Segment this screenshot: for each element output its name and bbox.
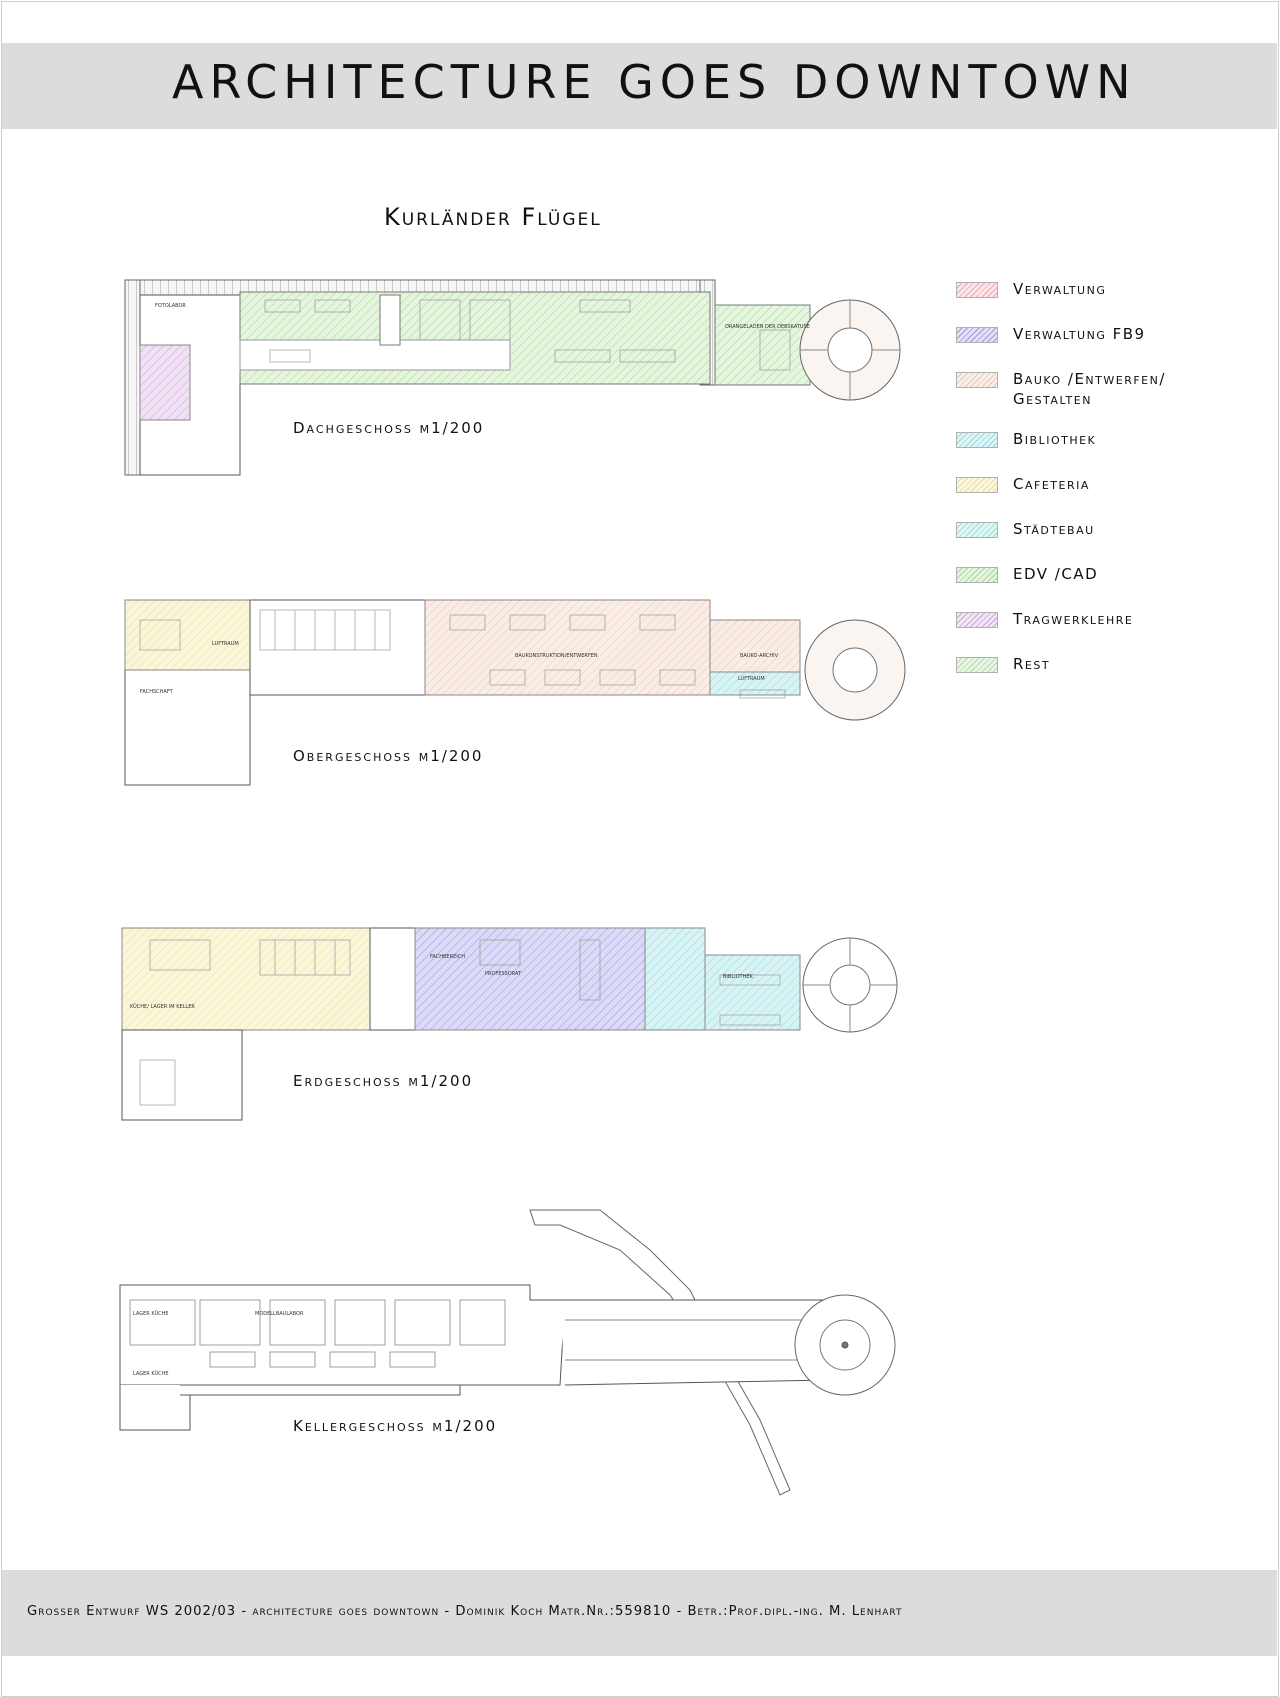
legend-item-verwaltung-fb9: [956, 321, 1256, 361]
kellergeschoss-plan: [120, 1210, 895, 1495]
legend-label: Städtebau: [1013, 520, 1095, 538]
erdgeschoss-plan: [122, 928, 897, 1120]
legend-swatch: [956, 657, 998, 673]
legend-item-bauko: [956, 366, 1256, 406]
room-label-luftraum-2: LUFTRAUM: [738, 676, 765, 682]
footer-credits: Grosser Entwurf WS 2002/03 - architecture goes downtown - Dominik Koch Matr.Nr.:559810 - Betr.:Prof.dipl.-ing. M. Lenhart: [27, 1604, 903, 1619]
floor-label-dachgeschoss: Dachgeschoss m1/200: [293, 419, 485, 437]
legend-swatch: [956, 372, 998, 388]
legend-swatch: [956, 567, 998, 583]
room-label-fachschaft: FACHSCHAFT: [140, 689, 173, 695]
section-title: Kurländer Flügel: [384, 203, 602, 231]
room-label-baukonstruktion: BAUKONSTRUKTION/ENTWERFEN: [515, 653, 598, 659]
legend-label: Cafeteria: [1013, 475, 1090, 493]
room-label-fachbereich: FACHBEREICH: [430, 954, 465, 960]
obergeschoss-plan: [125, 600, 905, 785]
legend-item-cafeteria: [956, 471, 1256, 511]
legend-label: Verwaltung FB9: [1013, 325, 1146, 343]
dachgeschoss-plan: [125, 280, 900, 475]
room-label-bibliothek: BIBLIOTHEK: [723, 974, 753, 980]
legend-label: Tragwerklehre: [1013, 610, 1134, 628]
room-label-luftraum: LUFTRAUM: [212, 641, 239, 647]
legend-swatch: [956, 477, 998, 493]
legend-swatch: [956, 612, 998, 628]
legend-item-staedtebau: [956, 516, 1256, 556]
room-label-professorat: PROFESSORAT: [485, 971, 522, 977]
legend-label: Rest: [1013, 655, 1051, 673]
room-label-lager-kueche-2: LAGER KÜCHE: [133, 1371, 169, 1377]
legend-swatch: [956, 282, 998, 298]
legend-label: Bibliothek: [1013, 430, 1097, 448]
legend-swatch: [956, 432, 998, 448]
room-label-lager-kueche-1: LAGER KÜCHE: [133, 1311, 169, 1317]
legend-swatch: [956, 327, 998, 343]
room-label-kueche: KÜCHE/ LAGER IM KELLER: [130, 1004, 195, 1010]
legend-item-rest: [956, 651, 1256, 691]
legend-item-bibliothek: [956, 426, 1256, 466]
floor-label-erdgeschoss: Erdgeschoss m1/200: [293, 1072, 474, 1090]
room-label-bauko-archiv: BAUKO-ARCHIV: [740, 653, 779, 659]
room-label-modellbaulabor: MODELLBAULABOR: [255, 1311, 304, 1317]
floor-label-obergeschoss: Obergeschoss m1/200: [293, 747, 484, 765]
floor-label-kellergeschoss: Kellergeschoss m1/200: [293, 1417, 498, 1435]
poster-title: ARCHITECTURE GOES DOWNTOWN: [172, 55, 1137, 109]
legend-label: Verwaltung: [1013, 280, 1107, 298]
room-label-fotolabor: FOTOLABOR: [155, 303, 186, 309]
legend-swatch: [956, 522, 998, 538]
legend-label: Bauko /Entwerfen/ Gestalten: [1013, 370, 1166, 408]
legend-item-verwaltung: [956, 276, 1256, 316]
legend-label: EDV /CAD: [1013, 565, 1099, 583]
legend-item-edv-cad: [956, 561, 1256, 601]
legend-item-tragwerklehre: [956, 606, 1256, 646]
room-label-orangerie: ORANGELADEN DER DEBSKATUSE: [725, 324, 810, 330]
